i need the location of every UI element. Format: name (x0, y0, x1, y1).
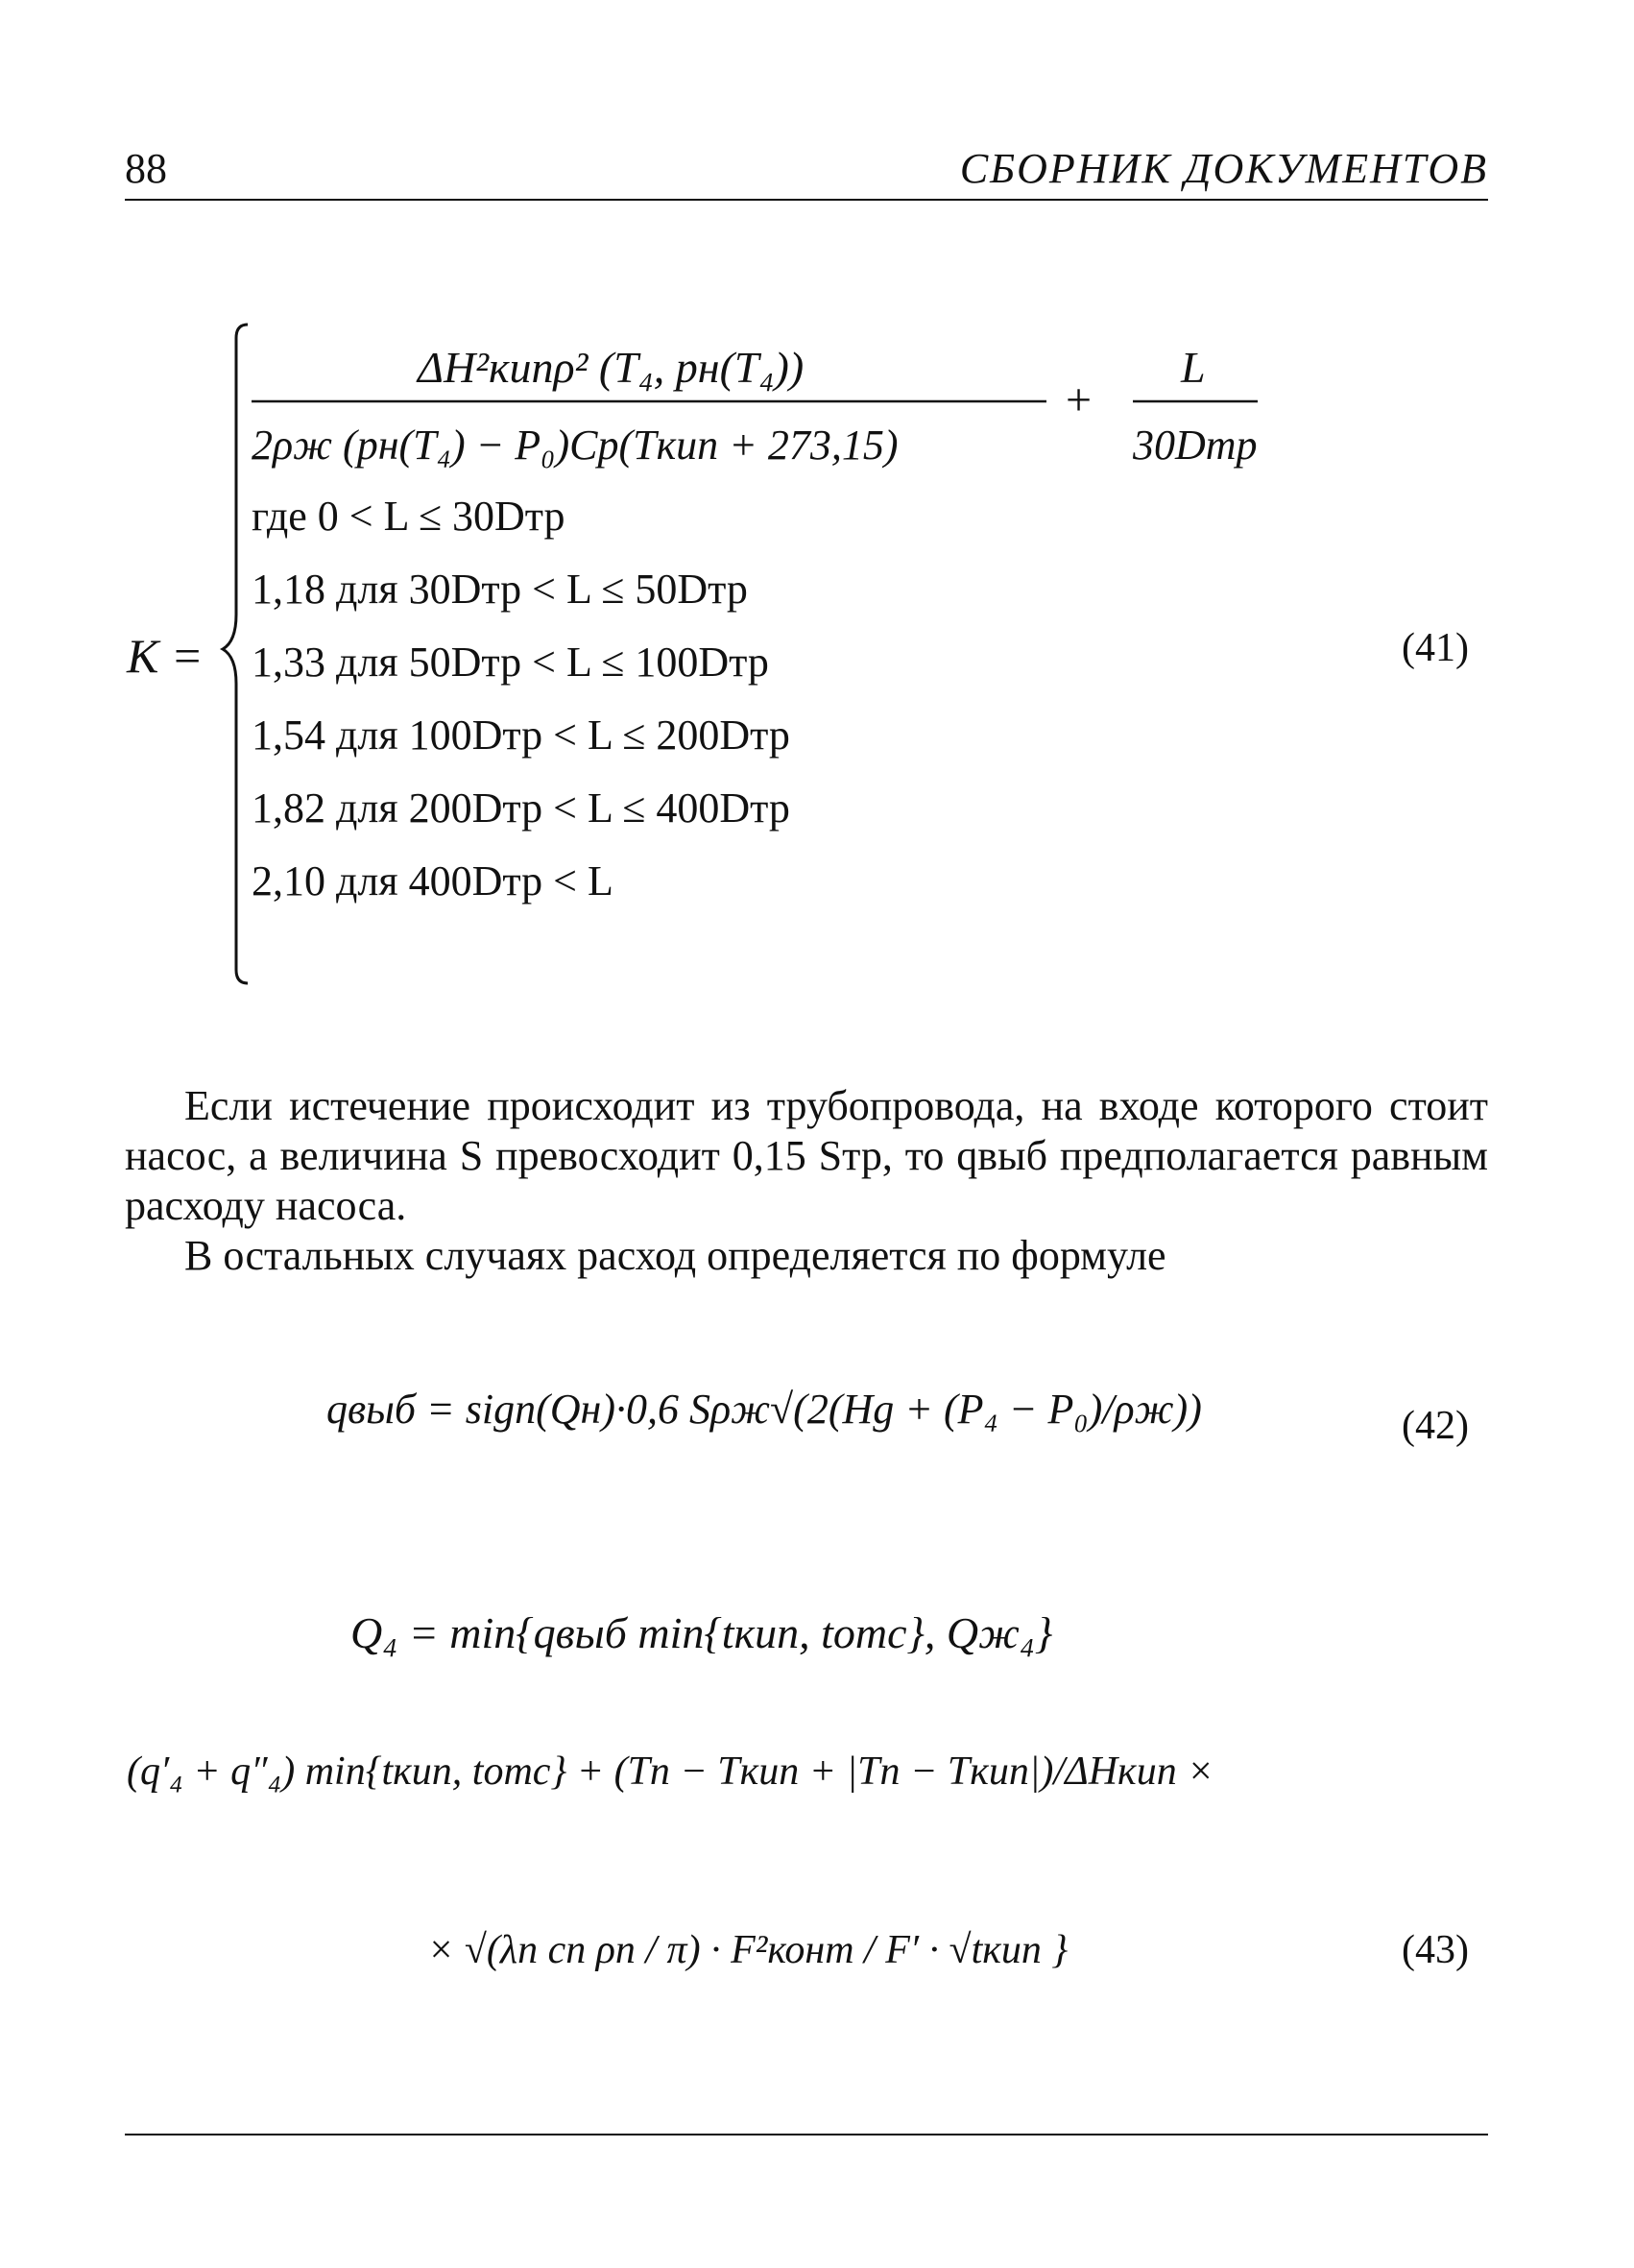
eq41-fraction-denominator: 2ρж (pн(T₄) − P₀)Cр(Tкип + 273,15) (252, 422, 899, 469)
eq41-plus: + (1066, 374, 1093, 425)
eq43-line-2: (q′₄ + q″₄) min{tкип, tотс} + (Tп − Tкип + |Tп − Tкип|)/ΔHкип × (127, 1749, 1214, 1794)
eq41-case: 1,82 для 200Dтр < L ≤ 400Dтр (252, 784, 790, 832)
eq41-label: (41) (1402, 626, 1469, 670)
eq43-label: (43) (1402, 1928, 1469, 1972)
eq41-case: 1,54 для 100Dтр < L ≤ 200Dтр (252, 712, 790, 759)
equation-41 (126, 325, 1469, 983)
eq42-formula: qвыб = sign(Qн)·0,6 Sρж√(2(Hg + (P₄ − P₀)/ρж)) (326, 1386, 1202, 1433)
paragraph-2: В остальных случаях расход определяется по формуле (184, 1232, 1166, 1279)
collection-title: СБОРНИК ДОКУМЕНТОВ (959, 145, 1488, 192)
eq41-case: 1,18 для 30Dтр < L ≤ 50Dтр (252, 566, 748, 613)
footer-divider (125, 2134, 1488, 2135)
eq41-case: 1,33 для 50Dтр < L ≤ 100Dтр (252, 639, 769, 686)
eq43-line-1: Q₄ = min{qвыб min{tкип, tотс}, Qж₄} (350, 1608, 1053, 1657)
eq41-second-denominator: 30Dтр (1133, 422, 1258, 469)
body-text (125, 1081, 1488, 1281)
page-number: 88 (125, 145, 167, 192)
eq43-line-3: × √(λп cп ρп / π) · F²конт / F′ · √tкип } (427, 1928, 1069, 1972)
eq41-case: 2,10 для 400Dтр < L (252, 857, 613, 905)
paragraph-1: Если истечение происходит из трубопровода, на входе которого стоит насос, а величина S превосходит 0,15 Sтр, то qвыб предполагается равным расходу насоса. (125, 1082, 1488, 1229)
equation-43 (127, 1608, 1469, 1972)
eq41-case: где 0 < L ≤ 30Dтр (252, 493, 565, 540)
eq41-fraction-numerator: ΔH²кипρ² (T₄, pн(T₄)) (418, 343, 805, 392)
eq41-lhs: K = (127, 629, 204, 683)
equation-42 (326, 1386, 1469, 1448)
eq41-second-numerator: L (1181, 343, 1206, 392)
eq41-left-brace (223, 325, 248, 983)
eq42-label: (42) (1402, 1404, 1469, 1448)
